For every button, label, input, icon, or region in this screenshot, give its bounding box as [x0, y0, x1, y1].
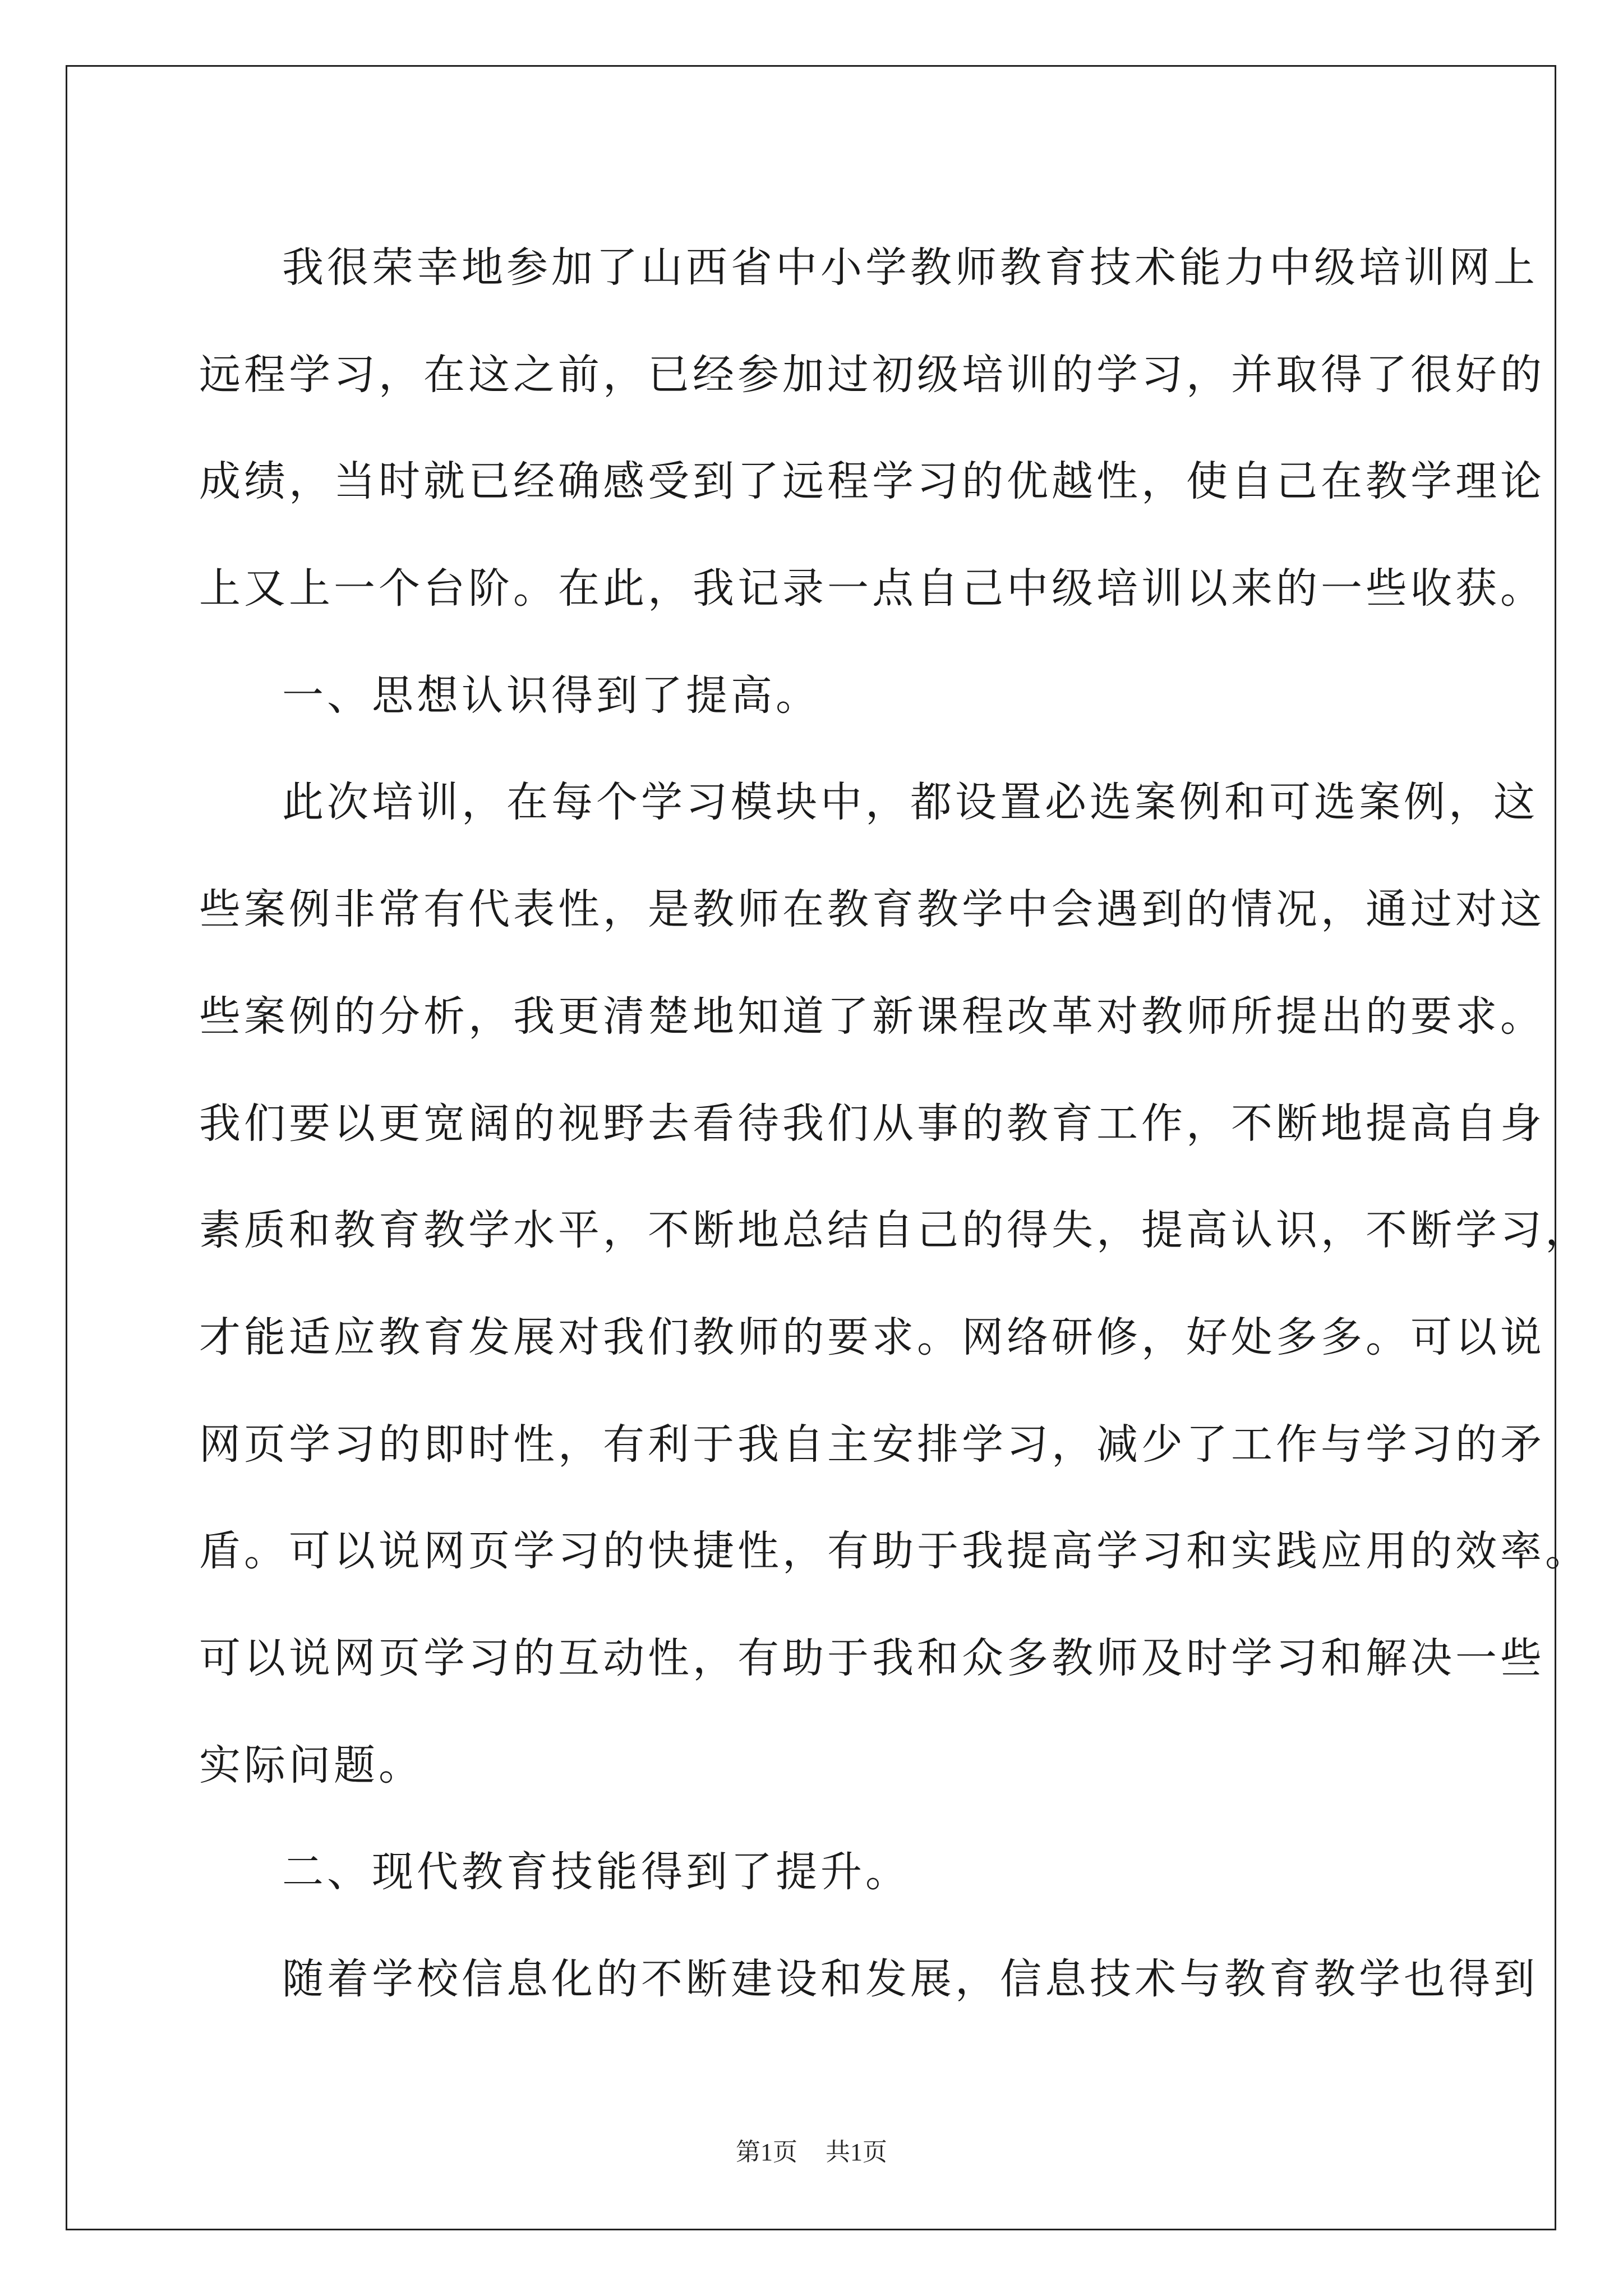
page-total: 共1页 — [826, 2138, 887, 2166]
text-line: 些案例非常有代表性，是教师在教育教学中会遇到的情况，通过对这 — [199, 885, 1545, 934]
page-footer — [0, 2132, 1623, 2168]
text-line: 此次培训，在每个学习模块中，都设置必选案例和可选案例，这 — [282, 778, 1538, 827]
text-line: 才能适应教育发展对我们教师的要求。网络研修，好处多多。可以说 — [199, 1313, 1545, 1361]
text-line: 实际问题。 — [199, 1741, 423, 1789]
text-line: 成绩，当时就已经确感受到了远程学习的优越性，使自己在教学理论 — [199, 457, 1545, 506]
text-line: 我很荣幸地参加了山西省中小学教师教育技术能力中级培训网上 — [282, 243, 1538, 292]
section-heading: 一、思想认识得到了提高。 — [282, 671, 820, 720]
section-heading: 二、现代教育技能得到了提升。 — [282, 1848, 910, 1897]
page-number: 第1页 — [736, 2138, 797, 2166]
text-line: 随着学校信息化的不断建设和发展，信息技术与教育教学也得到 — [282, 1955, 1538, 2003]
text-line: 远程学习，在这之前，已经参加过初级培训的学习，并取得了很好的 — [199, 350, 1545, 399]
text-line: 素质和教育教学水平，不断地总结自己的得失，提高认识，不断学习， — [199, 1206, 1590, 1255]
text-line: 网页学习的即时性，有利于我自主安排学习，减少了工作与学习的矛 — [199, 1420, 1545, 1469]
text-line: 盾。可以说网页学习的快捷性，有助于我提高学习和实践应用的效率。 — [199, 1527, 1590, 1576]
text-line: 上又上一个台阶。在此，我记录一点自己中级培训以来的一些收获。 — [199, 564, 1545, 613]
document-body — [199, 214, 1590, 2033]
text-line: 可以说网页学习的互动性，有助于我和众多教师及时学习和解决一些 — [199, 1634, 1545, 1682]
text-line: 我们要以更宽阔的视野去看待我们从事的教育工作，不断地提高自身 — [199, 1099, 1545, 1148]
text-line: 些案例的分析，我更清楚地知道了新课程改革对教师所提出的要求。 — [199, 992, 1545, 1041]
